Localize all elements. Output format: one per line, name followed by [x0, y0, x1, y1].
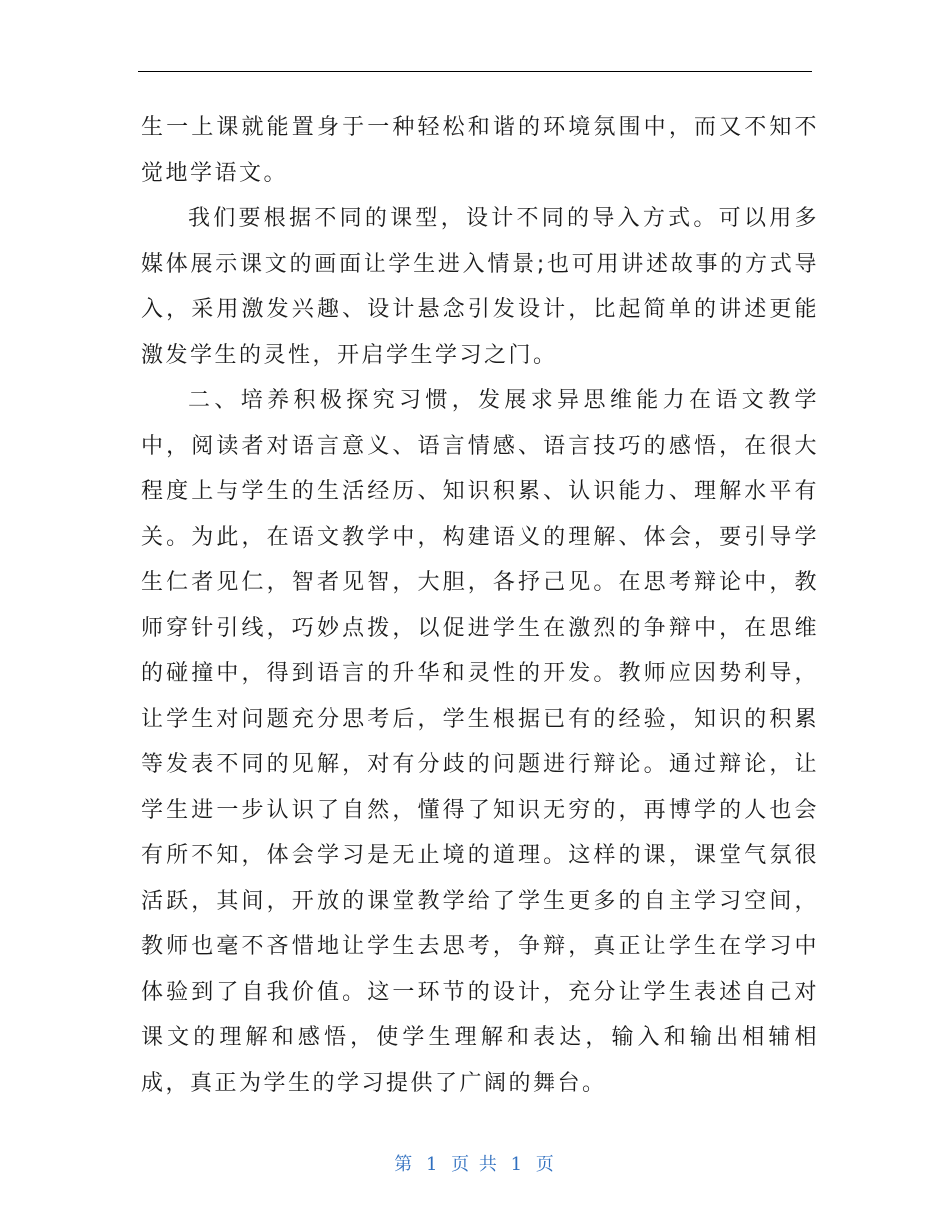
paragraph-3: 二、培养积极探究习惯，发展求异思维能力在语文教学中，阅读者对语言意义、语言情感、语言技巧的感悟，在很大程度上与学生的生活经历、知识积累、认识能力、理解水平有关。为此，在语文教学中，构建语义的理解、体会，要引导学生仁者见仁，智者见智，大胆，各抒己见。在思考辩论中，教师穿针引线，巧妙点拨，以促进学生在激烈的争辩中，在思维的碰撞中，得到语言的升华和灵性的开发。教师应因势利导，让学生对问题充分思考后，学生根据已有的经验，知识的积累等发表不同的见解，对有分歧的问题进行辩论。通过辩论，让学生进一步认识了自然，懂得了知识无穷的，再博学的人也会有所不知，体会学习是无止境的道理。这样的课，课堂气氛很活跃，其间，开放的课堂教学给了学生更多的自主学习空间，教师也毫不吝惜地让学生去思考，争辩，真正让学生在学习中体验到了自我价值。这一环节的设计，充分让学生表述自己对课文的理解和感悟，使学生理解和表达，输入和输出相辅相成，真正为学生的学习提供了广阔的舞台。	[141, 388, 819, 1096]
footer-page-prefix: 第	[394, 1154, 415, 1175]
footer-page-total: 1	[510, 1154, 525, 1175]
header-rule	[138, 71, 812, 72]
document-body	[141, 105, 819, 1106]
paragraph-1: 生一上课就能置身于一种轻松和谐的环境氛围中，而又不知不觉地学语文。	[141, 115, 819, 186]
page-footer	[0, 1150, 950, 1176]
footer-page-suffix: 页	[535, 1154, 556, 1175]
footer-page-number: 1	[425, 1154, 440, 1175]
footer-page-mid: 页 共	[451, 1154, 499, 1175]
paragraph-2: 我们要根据不同的课型，设计不同的导入方式。可以用多媒体展示课文的画面让学生进入情景;也可用讲述故事的方式导入，采用激发兴趣、设计悬念引发设计，比起简单的讲述更能激发学生的灵性，开启学生学习之门。	[141, 206, 819, 368]
